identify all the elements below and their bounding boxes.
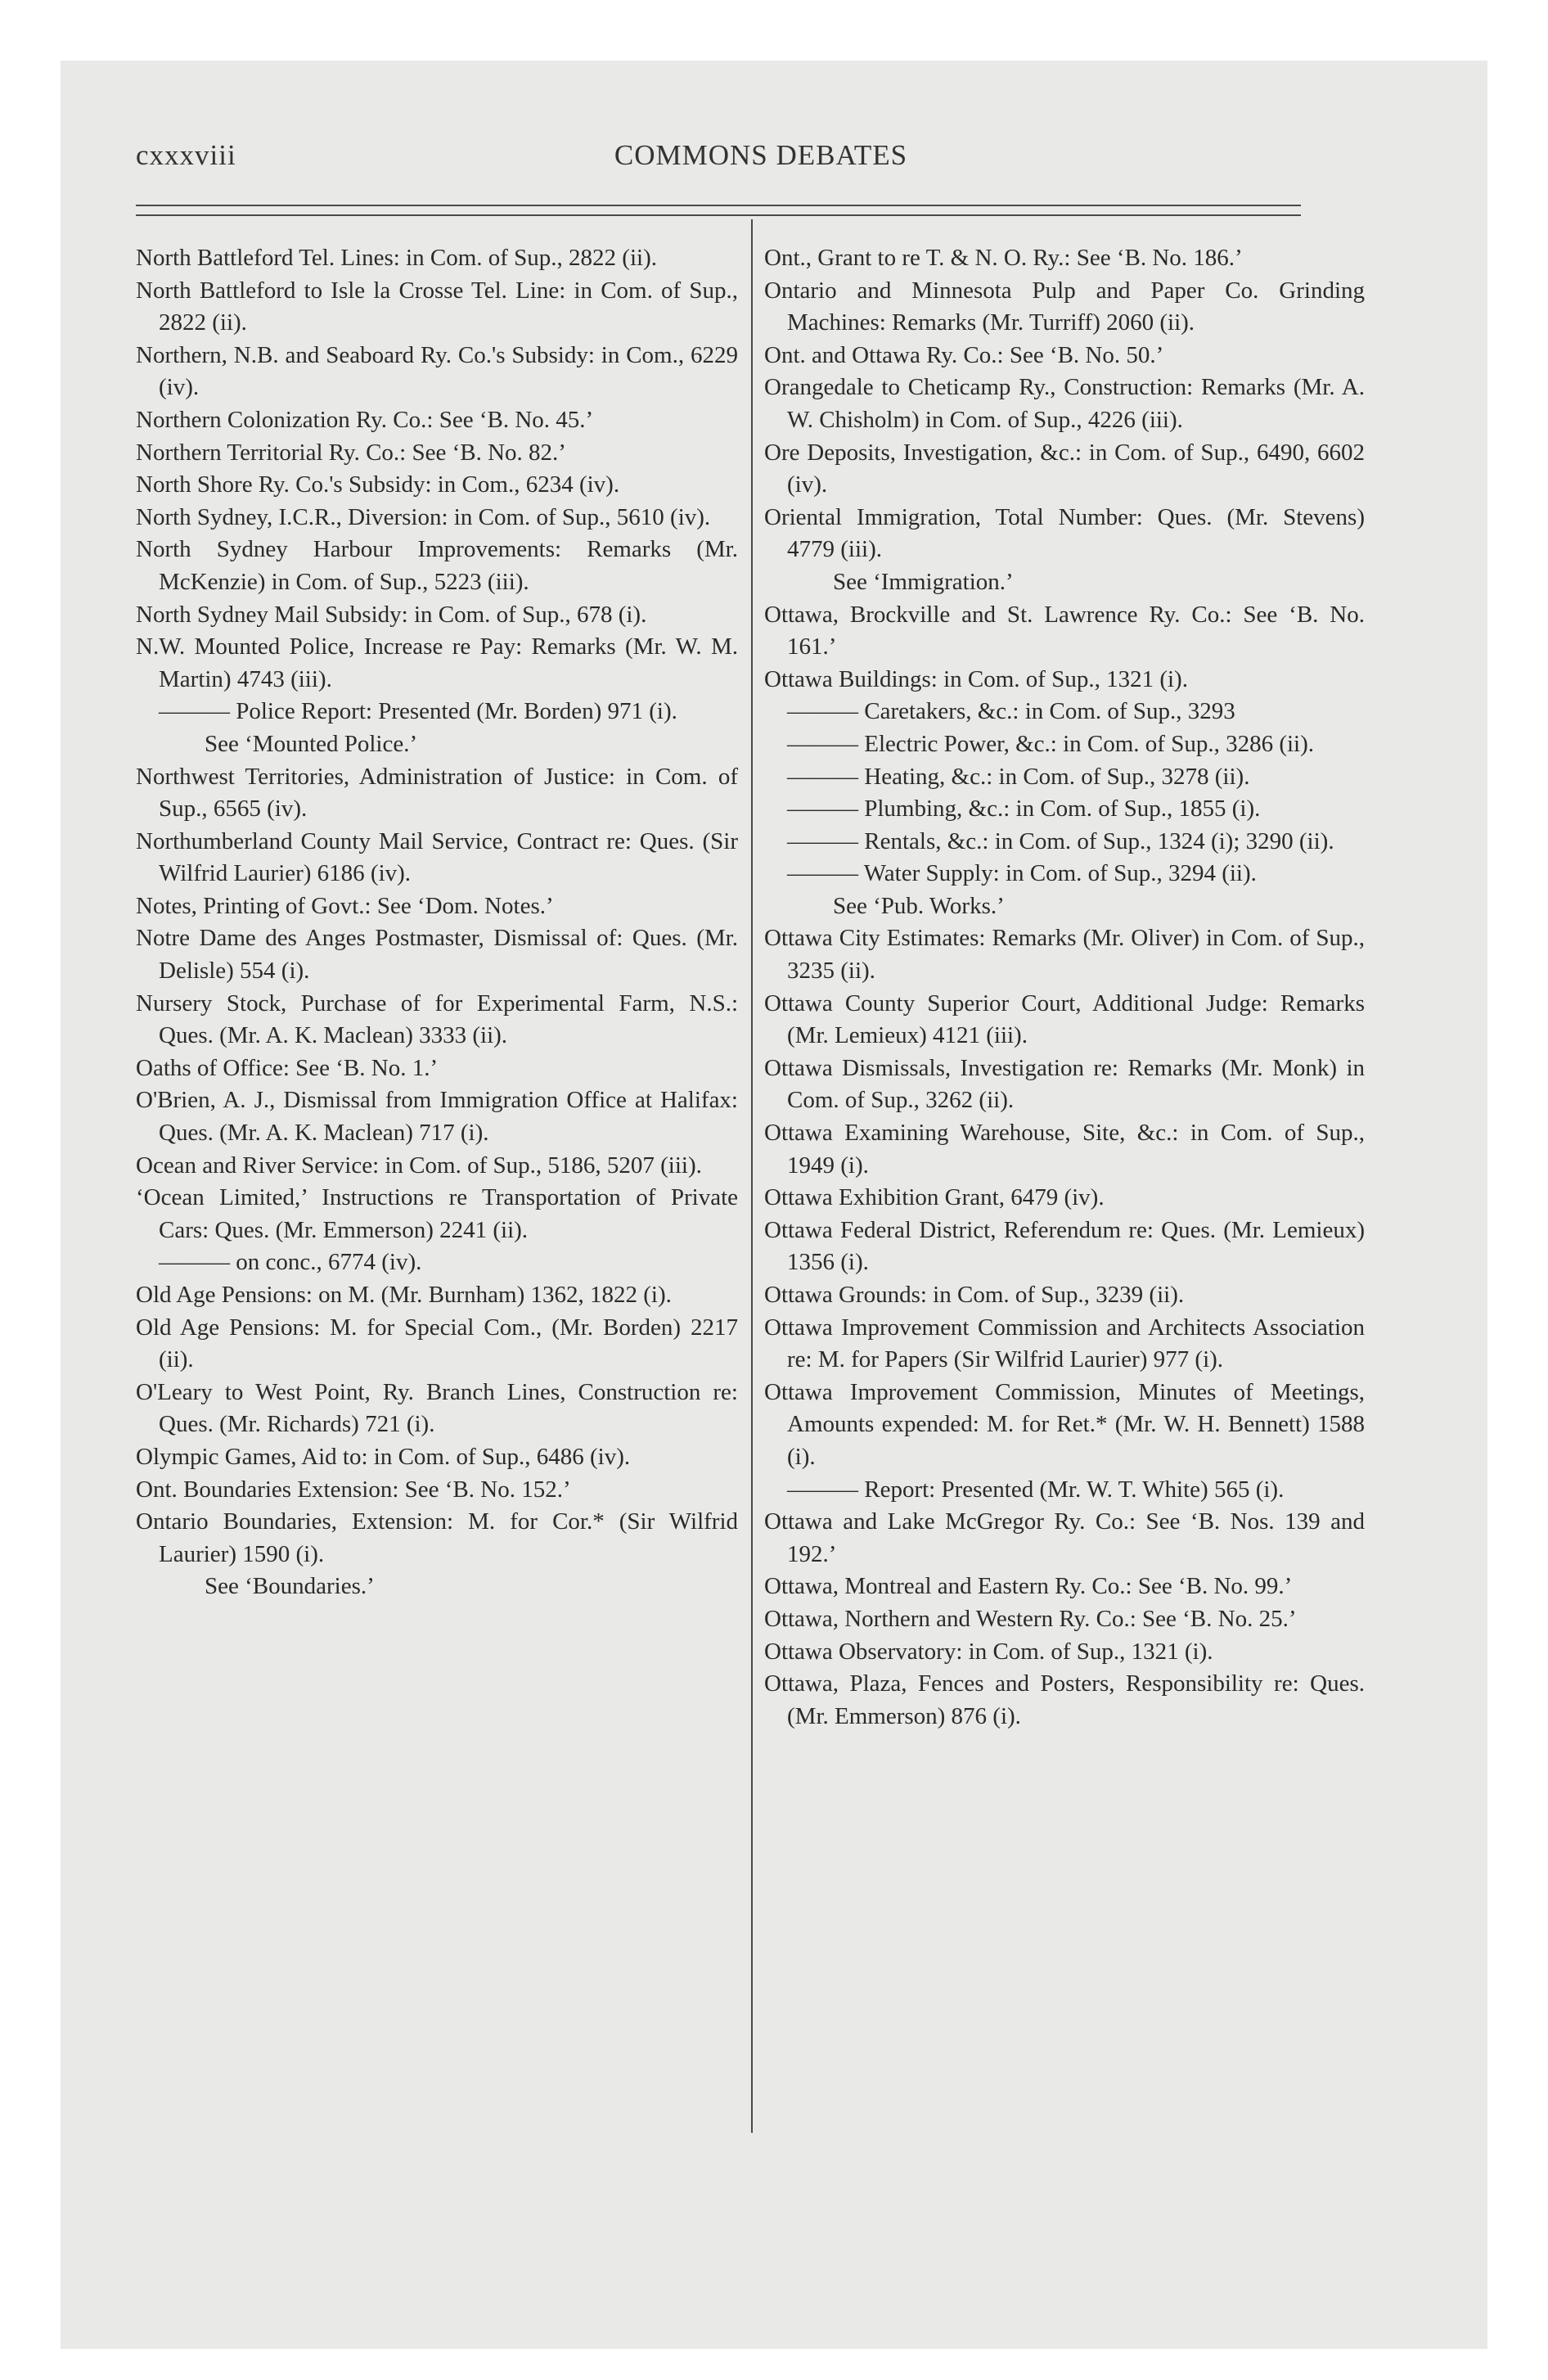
index-entry: Ottawa Exhibition Grant, 6479 (iv). (764, 1184, 1105, 1211)
index-entry: Ont. Boundaries Extension: See ‘B. No. 152.’ (136, 1476, 571, 1503)
index-entry: Ottawa, Montreal and Eastern Ry. Co.: See ‘B. No. 99.’ (764, 1573, 1293, 1600)
index-entry: Orangedale to Cheticamp Ry., Construction: Remarks (Mr. A. W. Chisholm) in Com. of Sup., 4226 (iii). (764, 374, 1365, 433)
see-reference: See ‘Mounted Police.’ (205, 730, 418, 757)
index-entry: Oriental Immigration, Total Number: Ques. (Mr. Stevens) 4779 (iii). (764, 503, 1365, 563)
index-entry: Notre Dame des Anges Postmaster, Dismissal of: Ques. (Mr. Delisle) 554 (i). (136, 925, 738, 985)
index-entry: Ottawa Examining Warehouse, Site, &c.: in Com. of Sup., 1949 (i). (764, 1120, 1365, 1179)
index-entry: Old Age Pensions: on M. (Mr. Burnham) 1362, 1822 (i). (136, 1282, 672, 1308)
index-entry: Ottawa City Estimates: Remarks (Mr. Oliver) in Com. of Sup., 3235 (ii). (764, 925, 1365, 985)
index-entry: Ont., Grant to re T. & N. O. Ry.: See ‘B. No. 186.’ (764, 245, 1243, 271)
index-entry: Northumberland County Mail Service, Contract re: Ques. (Sir Wilfrid Laurier) 6186 (iv). (136, 827, 738, 887)
index-entry: Ottawa Federal District, Referendum re: Ques. (Mr. Lemieux) 1356 (i). (764, 1216, 1365, 1276)
index-subentry: ——— Heating, &c.: in Com. of Sup., 3278 (ii). (787, 763, 1250, 790)
column-divider (751, 219, 753, 2133)
index-entry: Ont. and Ottawa Ry. Co.: See ‘B. No. 50.’ (764, 341, 1164, 368)
index-entry: North Sydney Harbour Improvements: Remarks (Mr. McKenzie) in Com. of Sup., 5223 (iii). (136, 536, 738, 595)
index-entry: Ottawa Improvement Commission, Minutes of Meetings, Amounts expended: M. for Ret.* (Mr. W. H. Bennett) 1588 (i). (764, 1378, 1365, 1470)
index-entry: Ottawa Grounds: in Com. of Sup., 3239 (ii). (764, 1282, 1185, 1308)
index-entry: Ottawa Observatory: in Com. of Sup., 1321 (i). (764, 1638, 1213, 1665)
index-entry: Oaths of Office: See ‘B. No. 1.’ (136, 1054, 439, 1081)
index-entry: Ottawa, Northern and Western Ry. Co.: See ‘B. No. 25.’ (764, 1605, 1297, 1632)
page-number: cxxxviii (136, 139, 236, 171)
index-entry: O'Leary to West Point, Ry. Branch Lines, Construction re: Ques. (Mr. Richards) 721 (i). (136, 1378, 738, 1438)
index-subentry: ——— Plumbing, &c.: in Com. of Sup., 1855 (i). (787, 796, 1261, 823)
index-subentry: ——— Rentals, &c.: in Com. of Sup., 1324 (i); 3290 (ii). (787, 827, 1334, 854)
index-entry: Olympic Games, Aid to: in Com. of Sup., 6486 (iv). (136, 1443, 631, 1470)
index-subentry: ——— on conc., 6774 (iv). (159, 1249, 422, 1276)
index-entry: Northern Colonization Ry. Co.: See ‘B. No. 45.’ (136, 406, 594, 433)
index-entry: Ottawa County Superior Court, Additional Judge: Remarks (Mr. Lemieux) 4121 (iii). (764, 989, 1365, 1049)
index-entry: Northern Territorial Ry. Co.: See ‘B. No. 82.’ (136, 439, 566, 466)
header-rule-lower (136, 214, 1301, 216)
page-title: COMMONS DEBATES (614, 139, 908, 171)
index-entry: Ocean and River Service: in Com. of Sup., 5186, 5207 (iii). (136, 1152, 702, 1179)
header-rule (136, 205, 1301, 206)
see-reference: See ‘Immigration.’ (833, 568, 1014, 595)
index-entry: ‘Ocean Limited,’ Instructions re Transportation of Private Cars: Ques. (Mr. Emmerson) 2241 (ii). (136, 1184, 738, 1243)
index-entry: North Sydney, I.C.R., Diversion: in Com. of Sup., 5610 (iv). (136, 503, 711, 530)
index-entry: Ottawa, Plaza, Fences and Posters, Responsibility re: Ques. (Mr. Emmerson) 876 (i). (764, 1670, 1365, 1729)
index-subentry: ——— Report: Presented (Mr. W. T. White) 565 (i). (787, 1476, 1285, 1503)
index-subentry: ——— Caretakers, &c.: in Com. of Sup., 3293 (787, 698, 1235, 725)
index-entry: North Battleford Tel. Lines: in Com. of Sup., 2822 (ii). (136, 245, 657, 271)
index-entry: Ottawa Improvement Commission and Architects Association re: M. for Papers (Sir Wilfrid Laurier) 977 (i). (764, 1314, 1365, 1373)
see-reference: See ‘Boundaries.’ (205, 1573, 375, 1600)
index-entry: Old Age Pensions: M. for Special Com., (Mr. Borden) 2217 (ii). (136, 1314, 738, 1373)
index-entry: North Sydney Mail Subsidy: in Com. of Sup., 678 (i). (136, 601, 647, 628)
index-entry: Ottawa Buildings: in Com. of Sup., 1321 (i). (764, 665, 1188, 692)
index-entry: O'Brien, A. J., Dismissal from Immigration Office at Halifax: Ques. (Mr. A. K. Maclean) 717 (i). (136, 1087, 738, 1147)
index-entry: North Battleford to Isle la Crosse Tel. Line: in Com. of Sup., 2822 (ii). (136, 277, 738, 336)
right-column (764, 242, 1365, 1733)
index-entry: Ottawa, Brockville and St. Lawrence Ry. Co.: See ‘B. No. 161.’ (764, 601, 1365, 660)
index-entry: Northwest Territories, Administration of Justice: in Com. of Sup., 6565 (iv). (136, 763, 738, 823)
index-subentry: ——— Police Report: Presented (Mr. Borden) 971 (i). (159, 698, 677, 725)
left-column (136, 242, 738, 1603)
index-entry: Ottawa Dismissals, Investigation re: Remarks (Mr. Monk) in Com. of Sup., 3262 (ii). (764, 1054, 1365, 1114)
index-entry: Ontario Boundaries, Extension: M. for Cor.* (Sir Wilfrid Laurier) 1590 (i). (136, 1508, 738, 1567)
index-entry: North Shore Ry. Co.'s Subsidy: in Com., 6234 (iv). (136, 471, 620, 498)
index-subentry: ——— Electric Power, &c.: in Com. of Sup., 3286 (ii). (787, 730, 1315, 757)
index-entry: Ottawa and Lake McGregor Ry. Co.: See ‘B. Nos. 139 and 192.’ (764, 1508, 1365, 1567)
running-head (0, 139, 1548, 180)
index-entry: Ore Deposits, Investigation, &c.: in Com. of Sup., 6490, 6602 (iv). (764, 439, 1365, 498)
index-entry: Northern, N.B. and Seaboard Ry. Co.'s Subsidy: in Com., 6229 (iv). (136, 341, 738, 401)
index-entry: N.W. Mounted Police, Increase re Pay: Remarks (Mr. W. M. Martin) 4743 (iii). (136, 633, 738, 692)
see-reference: See ‘Pub. Works.’ (833, 892, 1005, 919)
index-subentry: ——— Water Supply: in Com. of Sup., 3294 (ii). (787, 860, 1257, 887)
index-entry: Ontario and Minnesota Pulp and Paper Co. Grinding Machines: Remarks (Mr. Turriff) 2060 (ii). (764, 277, 1365, 336)
index-entry: Nursery Stock, Purchase of for Experimental Farm, N.S.: Ques. (Mr. A. K. Maclean) 3333 (ii). (136, 989, 738, 1049)
index-entry: Notes, Printing of Govt.: See ‘Dom. Notes.’ (136, 892, 554, 919)
